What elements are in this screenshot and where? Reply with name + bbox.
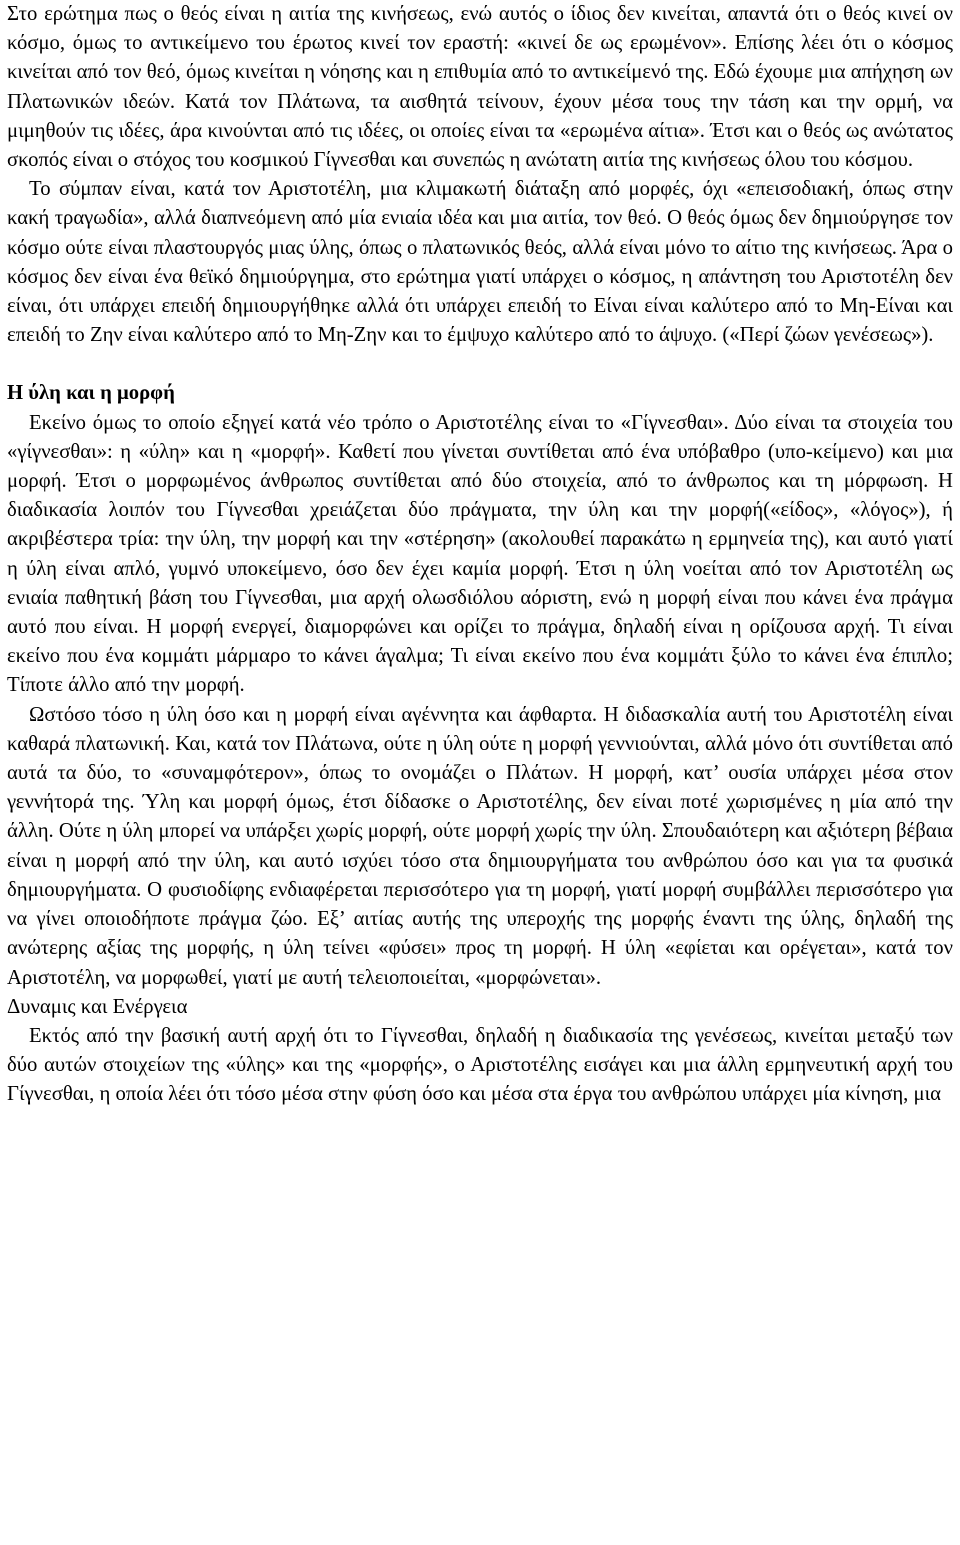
paragraph-unmoved-mover: Στο ερώτημα πως ο θεός είναι η αιτία της κινήσεως, ενώ αυτός ο ίδιος δεν κινείται, απαντά ότι ο θεός κινεί ον κόσμο, όμως το αντικείμενο του έρωτος κινεί τον εραστή: «κινεί δε ως ερωμένον». Επίσης λέει ότι ο κόσμος κινείται από τον θεό, όμως κινείται η νόησης και η επιθυμία από το αντικείμενό της. Εδώ έχουμε μια απήχηση ων Πλατωνικών ιδεών. Κατά τον Πλάτωνα, τα αισθητά τείνουν, έχουν μέσα τους την τάση και την ορμή, να μιμηθούν τις ιδέες, άρα κινούνται από τις ιδέες, οι οποίες είναι τα «ερωμένα αίτια». Έτσι και ο θεός ως ανώτατος σκοπός είναι ο στόχος του κοσμικού Γίγνεσθαι και συνεπώς η ανώτατη αιτία της κινήσεως όλου του κόσμου.: [7, 3, 953, 172]
paragraph-ungenerated: Ωστόσο τόσο η ύλη όσο και η μορφή είναι αγέννητα και άφθαρτα. Η διδασκαλία αυτή του Αριστοτέλη είναι καθαρά πλατωνική. Και, κατά τον Πλάτωνα, ούτε η ύλη ούτε η μορφή γεννιούνται, αλλά μόνο ότι συντίθεται από αυτά τα δύο, το «συναμφότερον», όπως το ονομάζει ο Πλάτων. Η μορφή, κατ’ ουσία υπάρχει μέσα στον γεννήτορά της. Ύλη και μορφή όμως, έτσι δίδασκε ο Αριστοτέλης, δεν είναι ποτέ χωρισμένες η μία από την άλλη. Ούτε η ύλη μπορεί να υπάρξει χωρίς μορφή, ούτε μορφή χωρίς την ύλη. Σπουδαιότερη και αξιότερη βέβαια είναι η μορφή από την ύλη, και αυτό ισχύει τόσο στα δημιουργήματα του ανθρώπου όσο και για τα φυσικά δημιουργήματα. Ο φυσιοδίφης ενδιαφέρεται περισσότερο για τη μορφή, γιατί μορφή συμβάλλει περισσότερο για να γίνει οποιοδήποτε πράγμα ζώο. Εξ’ αιτίας αυτής της υπεροχής της μορφής έναντι της ύλης, δηλαδή της ανώτερης αξίας της μορφής, η ύλη τείνει «φύσει» προς τη μορφή. Η ύλη «εφίεται και ορέγεται», κατά τον Αριστοτέλη, να μορφωθεί, γιατί με αυτή τελειοποιείται, «μορφώνεται».: [7, 703, 953, 989]
subsection-heading-potentiality-actuality: Δυναμις και Ενέργεια: [7, 995, 188, 1018]
paragraph-potentiality: Εκτός από την βασική αυτή αρχή ότι το Γίγνεσθαι, δηλαδή η διαδικασία της γενέσεως, κινείται μεταξύ των δύο αυτών στοιχείων της «ύλης» και της «μορφής», ο Αριστοτέλης εισάγει και μια άλλη ερμηνευτική αρχή του Γίγνεσθαι, η οποία λέει ότι τόσο μέσα στην φύση όσο και μέσα στα έργα του ανθρώπου υπάρχει μία κίνηση, μια: [7, 1024, 953, 1106]
section-heading-matter-form: Η ύλη και η μορφή: [7, 382, 175, 405]
paragraph-becoming: Εκείνο όμως το οποίο εξηγεί κατά νέο τρόπο ο Αριστοτέλης είναι το «Γίγνεσθαι». Δύο είναι τα στοιχεία του «γίγνεσθαι»: η «ύλη» και η «μορφή». Καθετί που γίνεται συντίθεται από ένα υπόβαθρο (υπο-κείμενο) και μια μορφή. Έτσι ο μορφωμένος άνθρωπος συντίθεται από δύο στοιχεία, από το άνθρωπος και τη μόρφωση. Η διαδικασία λοιπόν του Γίγνεσθαι χρειάζεται δύο πράγματα, την ύλη και την μορφή(«είδος», «λόγος»), ή ακριβέστερα τρία: την ύλη, την μορφή και την «στέρηση» (ακολουθεί παρακάτω η ερμηνεία της), και αυτό γιατί η ύλη είναι απλό, γυμνό υποκείμενο, όσο δεν έχει καμία μορφή. Έτσι η ύλη νοείται από τον Αριστοτέλη ως ενιαία παθητική βάση του Γίγνεσθαι, μια αρχή ολωσδιόλου αόριστη, ενώ η μορφή είναι που κάνει ένα πράγμα αυτό που είναι. Η μορφή ενεργεί, διαμορφώνει και ορίζει το πράγμα, δηλαδή είναι η ορίζουσα αρχή. Τι είναι εκείνο που ένα κομμάτι μάρμαρο το κάνει άγαλμα; Τι είναι εκείνο που ένα κομμάτι ξύλο το κάνει ένα έπιπλο; Τίποτε άλλο από την μορφή.: [7, 411, 953, 697]
paragraph-universe-order: Το σύμπαν είναι, κατά τον Αριστοτέλη, μια κλιμακωτή διάταξη από μορφές, όχι «επεισοδιακή, όπως στην κακή τραγωδία», αλλά διαπνεόμενη από μία ενιαία ιδέα και μια αιτία, τον θεό. Ο θεός όμως δεν δημιούργησε τον κόσμο ούτε είναι πλαστουργός μιας ύλης, όπως ο πλατωνικός θεός, αλλά είναι μόνο το αίτιο της κινήσεως. Άρα ο κόσμος δεν είναι ένα θεϊκό δημιούργημα, στο ερώτημα γιατί υπάρχει ο κόσμος, η απάντηση του Αριστοτέλη δεν είναι, ότι υπάρχει επειδή δημιουργήθηκε αλλά ότι υπάρχει επειδή το Είναι είναι καλύτερο από το Μη-Είναι και επειδή το Ζην είναι καλύτερο από το Μη-Ζην και το έμψυχο καλύτερο από το άψυχο. («Περί ζώων γενέσεως»).: [7, 178, 953, 347]
